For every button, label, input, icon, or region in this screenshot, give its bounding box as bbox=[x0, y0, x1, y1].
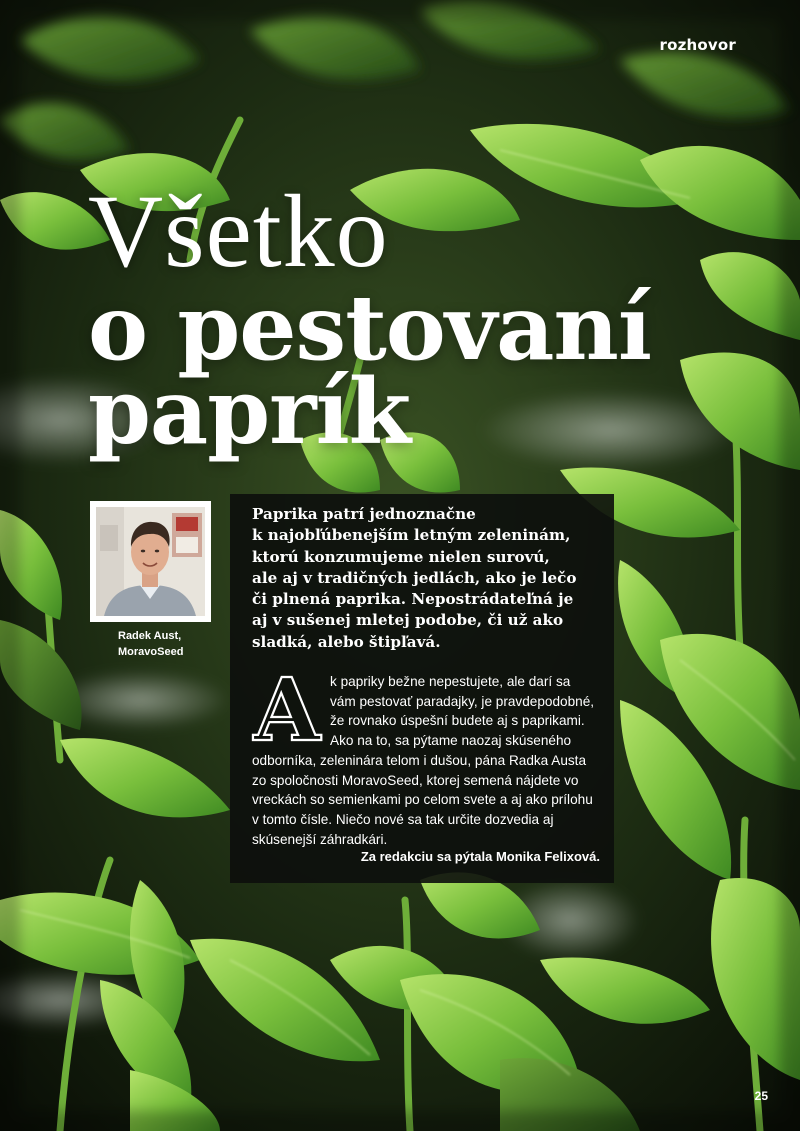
page-number: 25 bbox=[754, 1089, 768, 1103]
lead-line: či plnená paprika. Nepostrádateľná je bbox=[252, 590, 574, 609]
lead-line: ale aj v tradičných jedlách, ako je lečo bbox=[252, 568, 577, 587]
section-label: rozhovor bbox=[659, 36, 736, 54]
body-line: zo spoločnosti MoravoSeed, ktorej semená nájdete vo bbox=[252, 772, 579, 788]
portrait-caption bbox=[118, 628, 228, 660]
drop-cap-letter: A bbox=[253, 674, 321, 744]
headline bbox=[88, 174, 652, 465]
caption-company: MoravoSeed bbox=[118, 646, 184, 658]
body-line: že rovnako úspešní budete aj s paprikami. bbox=[330, 713, 585, 729]
body-line: skúsenejší záhradkári. bbox=[252, 831, 388, 847]
headline-line-3: paprík bbox=[88, 359, 411, 465]
portrait-photo bbox=[96, 507, 205, 616]
body-line: odborníka, zeleninára telom i dušou, pána Radka Austa bbox=[252, 752, 587, 768]
body-line: v tomto čísle. Niečo nové sa tak určite dozvedia aj bbox=[252, 811, 554, 827]
body-line: k papriky bežne nepestujete, ale darí sa bbox=[330, 674, 571, 689]
lead-line: k najobľúbenejším letným zeleninám, bbox=[252, 526, 571, 545]
headline-line-2: o pestovaní bbox=[88, 275, 652, 381]
lead-paragraph bbox=[252, 504, 612, 653]
portrait-photo-frame bbox=[90, 501, 211, 622]
intro-body-text bbox=[252, 672, 614, 849]
body-line: Ako na to, sa pýtame naozaj skúseného bbox=[330, 733, 572, 749]
article-intro-panel bbox=[230, 494, 614, 883]
body-line: vreckách so semienkami po celom svete a aj ako prílohu bbox=[252, 792, 593, 808]
author-byline: Za redakciu sa pýtala Monika Felixová. bbox=[360, 849, 600, 864]
lead-line: ktorú konzumujeme nielen surovú, bbox=[252, 547, 550, 566]
caption-name: Radek Aust, bbox=[118, 630, 182, 642]
headline-line-1: Všetko bbox=[88, 174, 389, 289]
lead-line: aj v sušenej mletej podobe, či už ako bbox=[252, 611, 564, 630]
lead-line: Paprika patrí jednoznačne bbox=[252, 505, 476, 523]
lead-line: sladká, alebo štipľavá. bbox=[252, 632, 441, 651]
body-line: vám pestovať paradajky, je pravdepodobné, bbox=[330, 693, 595, 709]
